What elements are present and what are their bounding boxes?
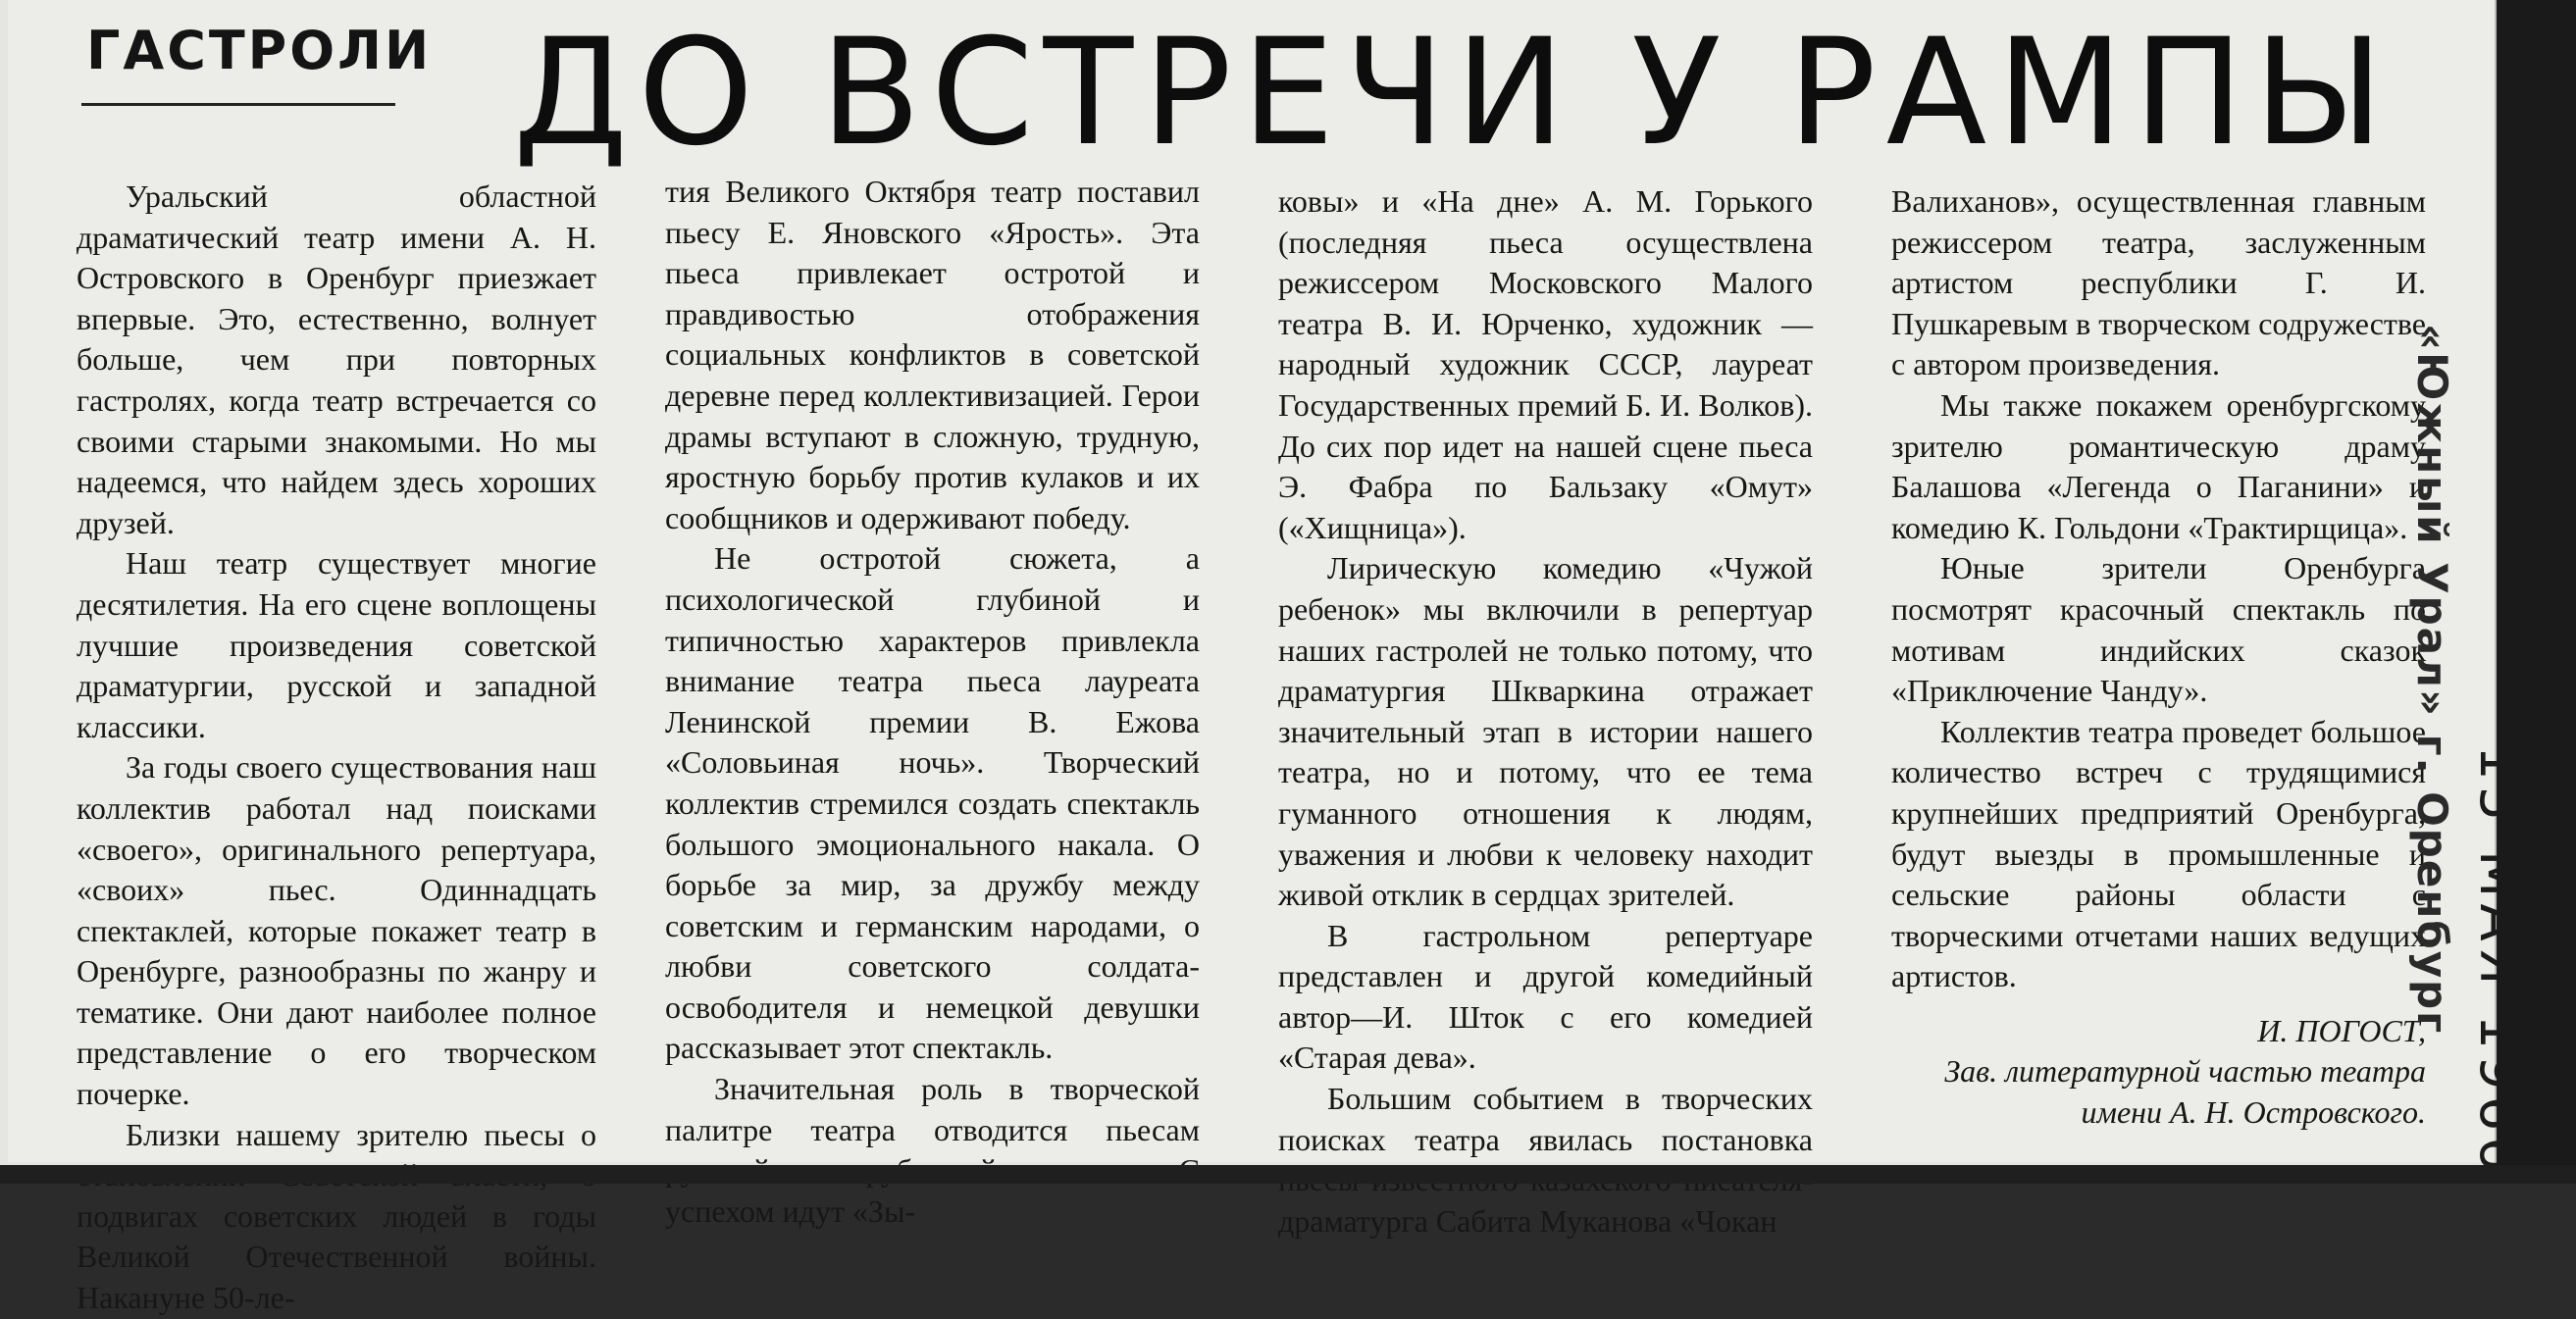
- paragraph: Наш театр существует многие десятилетия. На его сцене воплощены лучшие произведения советской драматургии, русской и западной классики.: [77, 545, 596, 744]
- article-column-4: [1891, 181, 2426, 1157]
- rubric-label: ГАСТРОЛИ: [86, 20, 433, 81]
- paragraph: За годы своего существования наш коллектив работал над поисками «своего», оригинального репертуара, «своих» пьес. Одиннадцать спектаклей, которые покажет театр в Оренбурге, разнообразны по жанру и тематике. Они дают наиболее полное представление о его творческом почерке.: [77, 749, 596, 1112]
- author-position: Зав. литературной частью театра имени А. Н. Островского.: [1944, 1053, 2426, 1131]
- paragraph: Коллектив театра проведет большое количество встреч с трудящимися крупнейших предприятий Оренбурга, будут выезды в промышленные и сельские районы области с творческими отчетами наших ведущих артистов.: [1891, 713, 2426, 994]
- author-name: И. ПОГОСТ,: [2257, 1012, 2426, 1048]
- article-column-3: [1278, 181, 1813, 1239]
- paragraph: Близки нашему зрителю пьесы о подвигах советских людей в годы Великой Отечественной войны. Накануне 50-ле-: [77, 1116, 596, 1316]
- scan-edge-right: [2497, 0, 2576, 1184]
- paragraph: ковы» и «На дне» А. М. Горького (последняя пьеса осуществлена режиссером Московского Малого театра В. И. Юрченко, художник — народный художник СССР, лауреат Государственных премий Б. И. Волков). До сих пор идет на нашей сцене пьеса Э. Фабра по Бальзаку «Омут» («Хищница»).: [1278, 183, 1813, 545]
- rubric-underline: [81, 103, 395, 106]
- article-column-1: [77, 177, 596, 1316]
- article-column-2: [665, 172, 1200, 1229]
- paragraph: Уральский областной драматический театр имени А. Н. Островского в Оренбург приезжает впервые. Это, естественно, волнует больше, чем при повторных гастролях, когда театр встречается со своими старыми знакомыми. Но мы надеемся, что найдем здесь хороших друзей.: [77, 178, 596, 540]
- newspaper-masthead: «Южный Урал» г. Оренбург: [2408, 324, 2456, 1036]
- article-clipping: [8, 0, 2497, 1316]
- article-headline: ДО ВСТРЕЧИ У РАМПЫ: [513, 8, 2394, 178]
- paragraph: Значительная роль в творческой палитре театра отводится пьесам успехом идут «Зы-: [665, 1071, 1200, 1229]
- paragraph: Большим событием в творческих поисках театра явилась постановка драматурга Сабита Муканова «Чокан: [1278, 1081, 1813, 1239]
- paragraph: Не остротой сюжета, а психологической глубиной и типичностью характеров привлекла внимание театра пьеса лауреата Ленинской премии В. Ежова «Соловьиная ночь». Творческий коллектив стремился создать спектакль большого эмоционального накала. О борьбе за мир, за дружбу между советским и германским народами, о любви советского солдата-освободителя и немецкой девушки рассказывает этот спектакль.: [665, 540, 1200, 1066]
- paragraph: Лирическую комедию «Чужой ребенок» мы включили в репертуар наших гастролей не только потому, что драматургия Шкваркина отражает значительный этап в истории нашего театра, но и потому, что ее тема гуманного отношения к людям, уважения и любви к человеку находит живой отклик в сердцах зрителей.: [1278, 550, 1813, 913]
- paragraph: Валиханов», осуществленная главным режиссером театра, заслуженным артистом республики Г. И. Пушкаревым в творческом содружестве с автором произведения.: [1891, 183, 2426, 382]
- paragraph: тия Великого Октября театр поставил пьесу Е. Яновского «Ярость». Эта пьеса привлекает остротой и правдивостью отображения социальных конфликтов в советской деревне перед коллективизацией. Герои драмы вступают в сложную, трудную, яростную борьбу против кулаков и их сообщников и одерживают победу.: [665, 174, 1200, 535]
- scan-edge-bottom: [0, 1165, 2576, 1184]
- paragraph: В гастрольном репертуаре представлен и другой комедийный автор—И. Шток с его комедией «Старая дева».: [1278, 917, 1813, 1076]
- paragraph: Мы также покажем оренбургскому зрителю романтическую драму Балашова «Легенда о Паганини» и комедию К. Гольдони «Трактирщица».: [1891, 386, 2426, 545]
- paragraph: Юные зрители Оренбурга посмотрят красочный спектакль по мотивам индийских сказок «Приключение Чанду».: [1891, 550, 2426, 709]
